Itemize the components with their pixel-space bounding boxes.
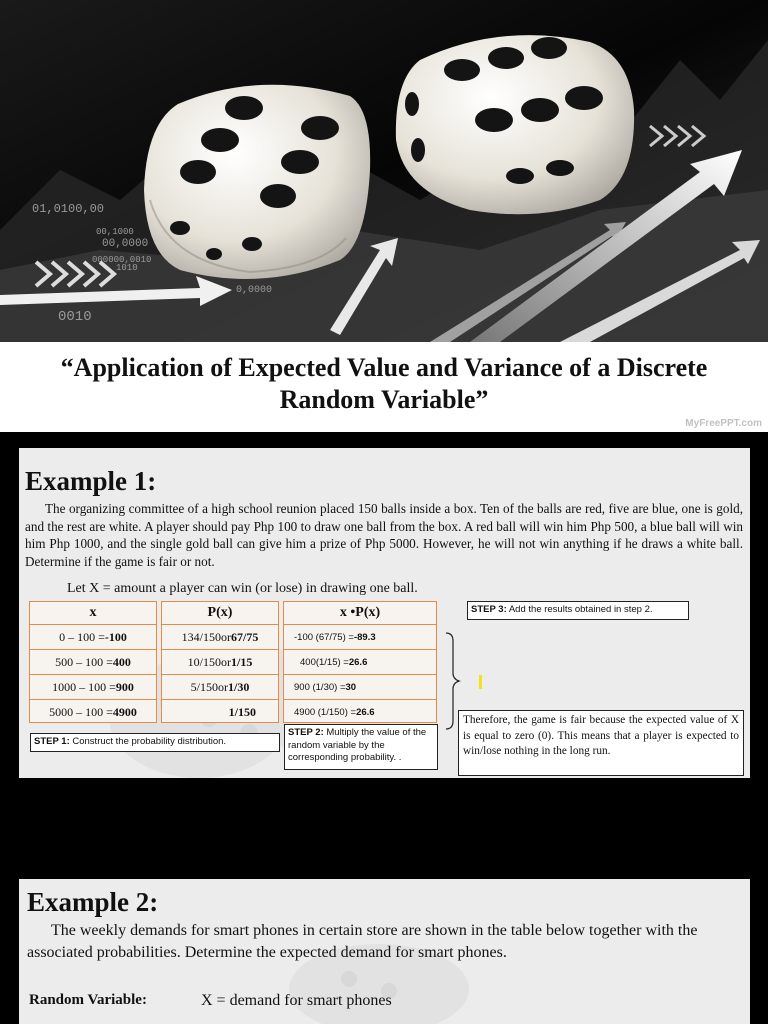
table-column-px [161, 601, 279, 723]
example1-slide [19, 448, 750, 778]
example1-heading: Example 1: [25, 466, 157, 496]
cursor-marker [479, 675, 482, 689]
example2-heading: Example 2: [27, 887, 159, 917]
binary-text-7: 0010 [58, 309, 92, 325]
xpx-cell: 400(1/15) = 26.6 [284, 649, 436, 674]
binary-text-2: 00,0000 [102, 238, 149, 250]
die-left [144, 85, 370, 279]
dice-arrows-illustration [0, 0, 768, 342]
x-cell: 500 – 100 = 400 [30, 649, 156, 674]
random-variable-definition: X = demand for smart phones [201, 992, 392, 1009]
example1-problem: The organizing committee of a high school reunion placed 150 balls inside a box. Ten of the balls are red, five are blue, one is gold, and the rest are white. A player should pay Php 100 to draw one ball from the box. A red ball will win him Php 500, a blue ball will win him Php 1000, and the single gold ball can give him a prize of Php 5000. However, he will not win anything if he draws a white ball. Determine if the game is fair or not. [25, 501, 743, 569]
random-variable-label: Random Variable: [29, 992, 147, 1008]
binary-text-4: 0,0000 [236, 285, 273, 296]
column-header-px: P(x) [207, 605, 233, 620]
x-cell: 0 – 100 = -100 [30, 624, 156, 649]
example2-problem: The weekly demands for smart phones in certain store are shown in the table below together with the associated probabilities. Determine the expected demand for smart phones. [27, 922, 698, 961]
binary-text-6: 00,1000 [96, 227, 134, 237]
example1-let-statement: Let X = amount a player can win (or lose) in drawing one ball. [67, 581, 418, 596]
x-cell: 1000 – 100 = 900 [30, 674, 156, 699]
slide-title: “Application of Expected Value and Variance of a Discrete Random Variable” [60, 353, 708, 414]
step2-box: STEP 2: Multiply the value of the random variable by the corresponding probability. . [284, 724, 438, 770]
px-cell: 10/150 or 1/15 [162, 649, 278, 674]
column-header-xpx: x •P(x) [339, 605, 381, 620]
binary-text-3: 000000,0010 [92, 255, 152, 265]
px-cell: 5/150 or 1/30 [162, 674, 278, 699]
xpx-cell: 900 (1/30) = 30 [284, 674, 436, 699]
watermark: MyFreePPT.com [685, 418, 762, 429]
die-right [396, 35, 634, 214]
binary-text-5: 1010 [116, 263, 138, 273]
hero-image [0, 0, 768, 342]
table-column-x [29, 601, 157, 723]
step1-box: STEP 1: Construct the probability distribution. [30, 733, 280, 752]
column-header-x: x [89, 605, 97, 620]
step3-box: STEP 3: Add the results obtained in step 2. [467, 601, 689, 620]
title-slide [0, 0, 768, 432]
example2-slide [19, 879, 750, 1024]
px-cell: 1/150 [162, 699, 278, 724]
binary-text-1: 01,0100,00 [32, 202, 105, 216]
xpx-cell: -100 (67/75) = -89.3 [284, 624, 436, 649]
x-cell: 5000 – 100 = 4900 [30, 699, 156, 724]
conclusion-box: Therefore, the game is fair because the expected value of X is equal to zero (0). This means that a player is expected to win/lose nothing in the long run. [458, 710, 744, 776]
px-cell: 134/150 or 67/75 [162, 624, 278, 649]
xpx-cell: 4900 (1/150) = 26.6 [284, 699, 436, 724]
table-column-xpx [283, 601, 437, 723]
